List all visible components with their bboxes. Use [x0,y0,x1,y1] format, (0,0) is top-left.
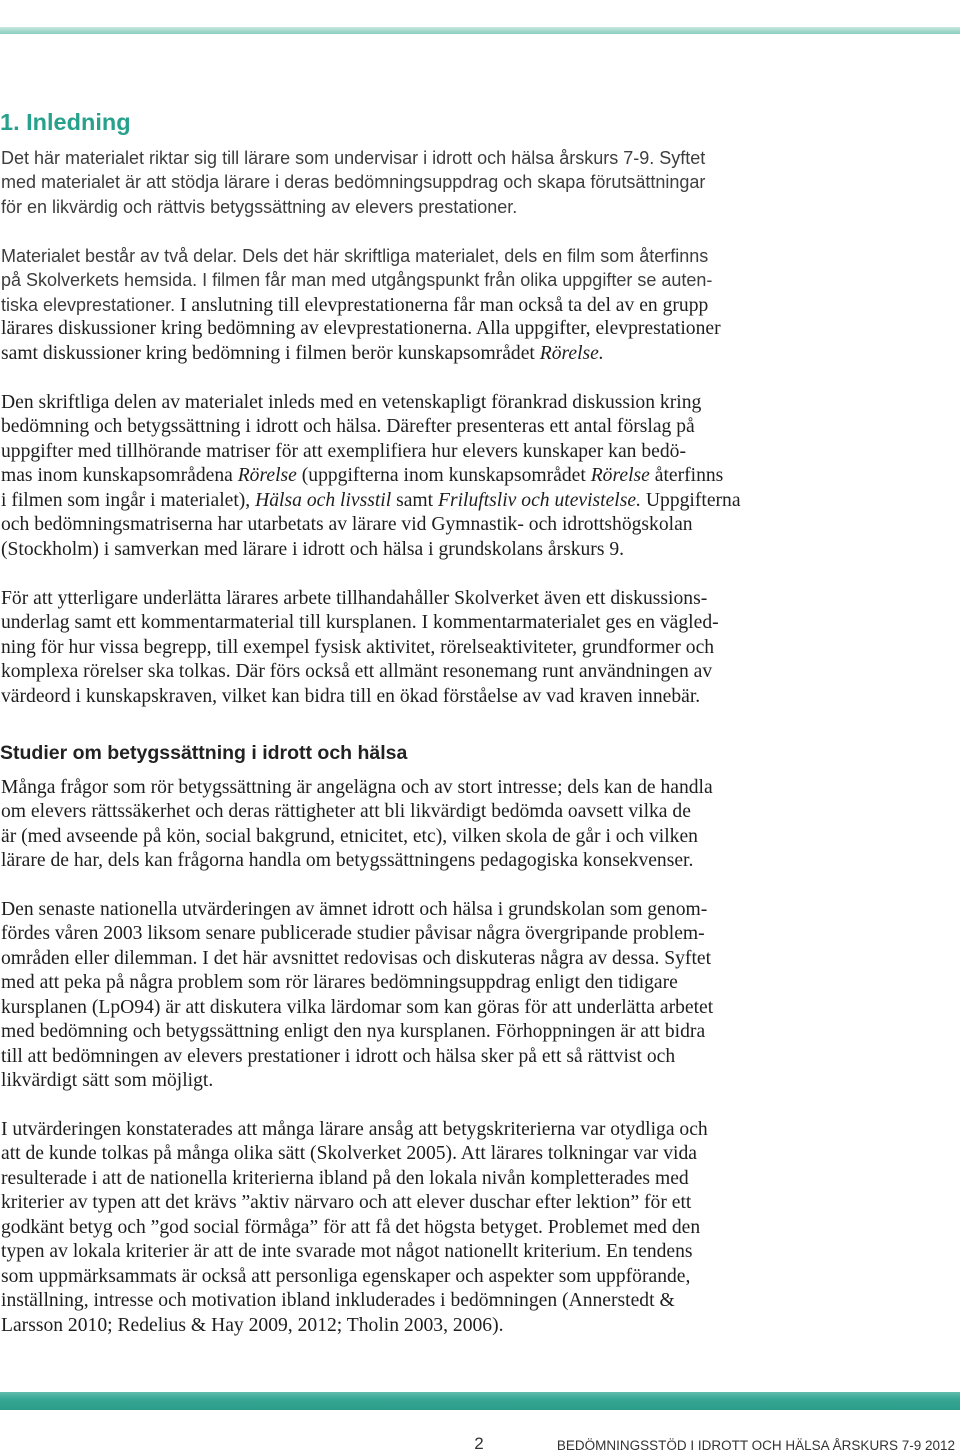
text-span: fördes våren 2003 liksom senare publicerade studier påvisar några övergripande problem- [1,923,705,945]
text-line [1,849,713,873]
text-line [1,1020,713,1044]
text-line [1,146,705,170]
text-span: Den senaste nationella utvärderingen av ämnet idrott och hälsa i grundskolan som genom- [1,899,708,920]
text-line [1,1314,708,1338]
paragraph [1,146,705,219]
paragraph [1,391,741,562]
text-line [1,1265,708,1289]
text-line [1,1118,708,1142]
text-span: värdeord i kunskapskraven, vilket kan bidra till en ökad förståelse av vad kraven innebär. [1,685,701,707]
text-line [1,1216,708,1240]
text-span: lärare de har, dels kan frågorna handla om betygssättningens pedagogiska konsekvenser. [1,850,694,872]
text-span: återfinns [649,465,724,487]
text-span: likvärdigt sätt som möjligt. [1,1070,214,1092]
text-line [1,268,721,292]
text-span: i filmen som ingår i materialet), [1,489,256,511]
text-line [1,660,719,684]
text-line [1,391,741,415]
text-span: kursplanen (LpO94) är att diskutera vilka lärdomar som kan göras för att underlätta arbetet [1,996,714,1018]
paragraph [1,1118,708,1338]
text-line [1,825,713,849]
text-span: lärares diskussioner kring bedömning av elevprestationerna. Alla uppgifter, elevprestationer [1,318,721,340]
text-line [1,1289,708,1313]
text-line [1,587,719,611]
text-span: Många frågor som rör betygssättning är angelägna och av stort intresse; dels kan de handla [1,777,713,798]
text-span: Larsson 2010; Redelius & Hay 2009, 2012; Tholin 2003, 2006). [1,1314,504,1336]
text-span: uppgifter med tillhörande matriser för att exemplifiera hur elevers kunskaper kan bedö- [1,440,686,462]
text-span: till att bedömningen av elevers prestationer i idrott och hälsa sker på ett så rättvist och [1,1045,676,1067]
text-span: underlag samt ett kommentarmaterial till kursplanen. I kommentarmaterialet ges en vägled- [1,612,719,634]
text-line [1,1142,708,1166]
footer-title: BEDÖMNINGSSTÖD I IDROTT OCH HÄLSA ÅRSKURS 7-9 2012 [556,1438,955,1453]
text-span: är (med avseende på kön, social bakgrund, etnicitet, etc), vilken skola de går i och vilken [1,825,698,847]
text-line [1,1191,708,1215]
bottom-stripe [0,1392,960,1410]
italic-text: Rörelse [590,465,650,487]
text-span: Den skriftliga delen av materialet inleds med en vetenskapligt förankrad diskussion kring [1,392,702,413]
text-span: godkänt betyg och ”god social förmåga” för att få det högsta betyget. Problemet med den [1,1216,701,1238]
text-span: Materialet består av två delar. Dels det här skriftliga materialet, dels en film som återfinns [1,246,709,266]
text-span: med bedömning och betygssättning enligt den nya kursplanen. Förhoppningen är att bidra [1,1021,706,1043]
text-span: samt [391,489,438,511]
text-line [1,244,721,268]
text-line [1,685,719,709]
text-line [1,489,741,513]
paragraph [1,776,713,874]
text-line [1,636,719,660]
text-span: I utvärderingen konstaterades att många lärare ansåg att betygskriterierna var otydliga och [1,1119,708,1140]
text-span: Uppgifterna [640,489,741,511]
italic-text: Hälsa och livsstil [255,489,392,511]
text-span: typen av lokala kriterier är att de inte svarade mot något nationellt kriterium. En tendens [1,1241,693,1263]
top-stripe [0,27,960,34]
text-span: på Skolverkets hemsida. I filmen får man med utgångspunkt från olika uppgifter se auten- [1,270,713,291]
section-subheading: Studier om betygssättning i idrott och hälsa [0,742,408,764]
text-span: som uppmärksammats är också att personliga egenskaper och aspekter som uppförande, [1,1265,691,1287]
text-span: att de kunde tolkas på många olika sätt (Skolverket 2005). Att lärares tolkningar var vida [1,1143,697,1165]
text-span: (uppgifterna inom kunskapsområdet [296,465,591,487]
text-span: om elevers rättssäkerhet och deras rättigheter att bli likvärdigt bedömda oavsett vilka de [1,801,691,823]
paragraph [1,244,721,366]
text-line [1,1240,708,1264]
text-span: samt diskussioner kring bedömning i filmen berör kunskapsområdet [1,342,540,364]
text-line [1,293,721,317]
italic-text: Friluftsliv och utevistelse. [438,489,641,511]
text-line [1,317,721,341]
text-line [1,1045,713,1069]
text-span: kriterier av typen att det krävs ”aktiv närvaro och att elever duschar efter lektion” för ett [1,1192,692,1214]
text-span: för en likvärdig och rättvis betygssättning av elevers prestationer. [1,196,518,217]
text-span: Det här materialet riktar sig till lärare som undervisar i idrott och hälsa årskurs 7-9. Syftet [1,148,706,168]
text-span: med materialet är att stödja lärare i deras bedömningsuppdrag och skapa förutsättningar [1,172,706,193]
paragraph [1,587,719,709]
text-line [1,971,713,995]
text-line [1,415,741,439]
text-span: mas inom kunskapsområdena [1,465,238,487]
text-span: (Stockholm) i samverkan med lärare i idrott och hälsa i grundskolans årskurs 9. [1,538,625,560]
text-line [1,440,741,464]
text-line [1,776,713,800]
text-line [1,922,713,946]
text-span: I anslutning till elevprestationerna får man också ta del av en grupp [175,294,709,316]
text-span: För att ytterligare underlätta lärares arbete tillhandahåller Skolverket även ett diskussions- [1,588,708,609]
text-line [1,170,705,194]
section-heading: 1. Inledning [0,109,131,135]
page-number: 2 [474,1434,484,1453]
paragraph [1,898,713,1094]
text-span: med att peka på några problem som rör lärares bedömningsuppdrag enligt den tidigare [1,972,678,994]
text-span: komplexa rörelser ska tolkas. Där förs också ett allmänt resonemang runt användningen av [1,661,713,683]
text-line [1,1167,708,1191]
text-line [1,800,713,824]
text-line [1,513,741,537]
text-line [1,1069,713,1093]
text-line [1,342,721,366]
text-span: områden eller dilemman. I det här avsnittet redovisas och diskuteras några av dessa. Syftet [1,947,712,969]
text-line [1,464,741,488]
italic-text: Rörelse. [539,342,604,364]
text-span: resulterade i att de nationella kriterierna ibland på den lokala nivån kompletterades med [1,1167,689,1189]
text-line [1,947,713,971]
text-line [1,195,705,219]
text-span: inställning, intresse och motivation ibland inkluderades i bedömningen (Annerstedt & [1,1290,675,1312]
text-line [1,996,713,1020]
italic-text: Rörelse [237,465,297,487]
text-span: och bedömningsmatriserna har utarbetats av lärare vid Gymnastik- och idrottshögskolan [1,514,693,536]
text-span: ning för hur vissa begrepp, till exempel fysisk aktivitet, rörelseaktiviteter, grundformer och [1,636,715,658]
text-line [1,898,713,922]
text-line [1,538,741,562]
text-span: bedömning och betygssättning i idrott och hälsa. Därefter presenteras ett antal förslag på [1,416,695,438]
text-span: tiska elevprestationer. [1,294,176,315]
text-line [1,611,719,635]
